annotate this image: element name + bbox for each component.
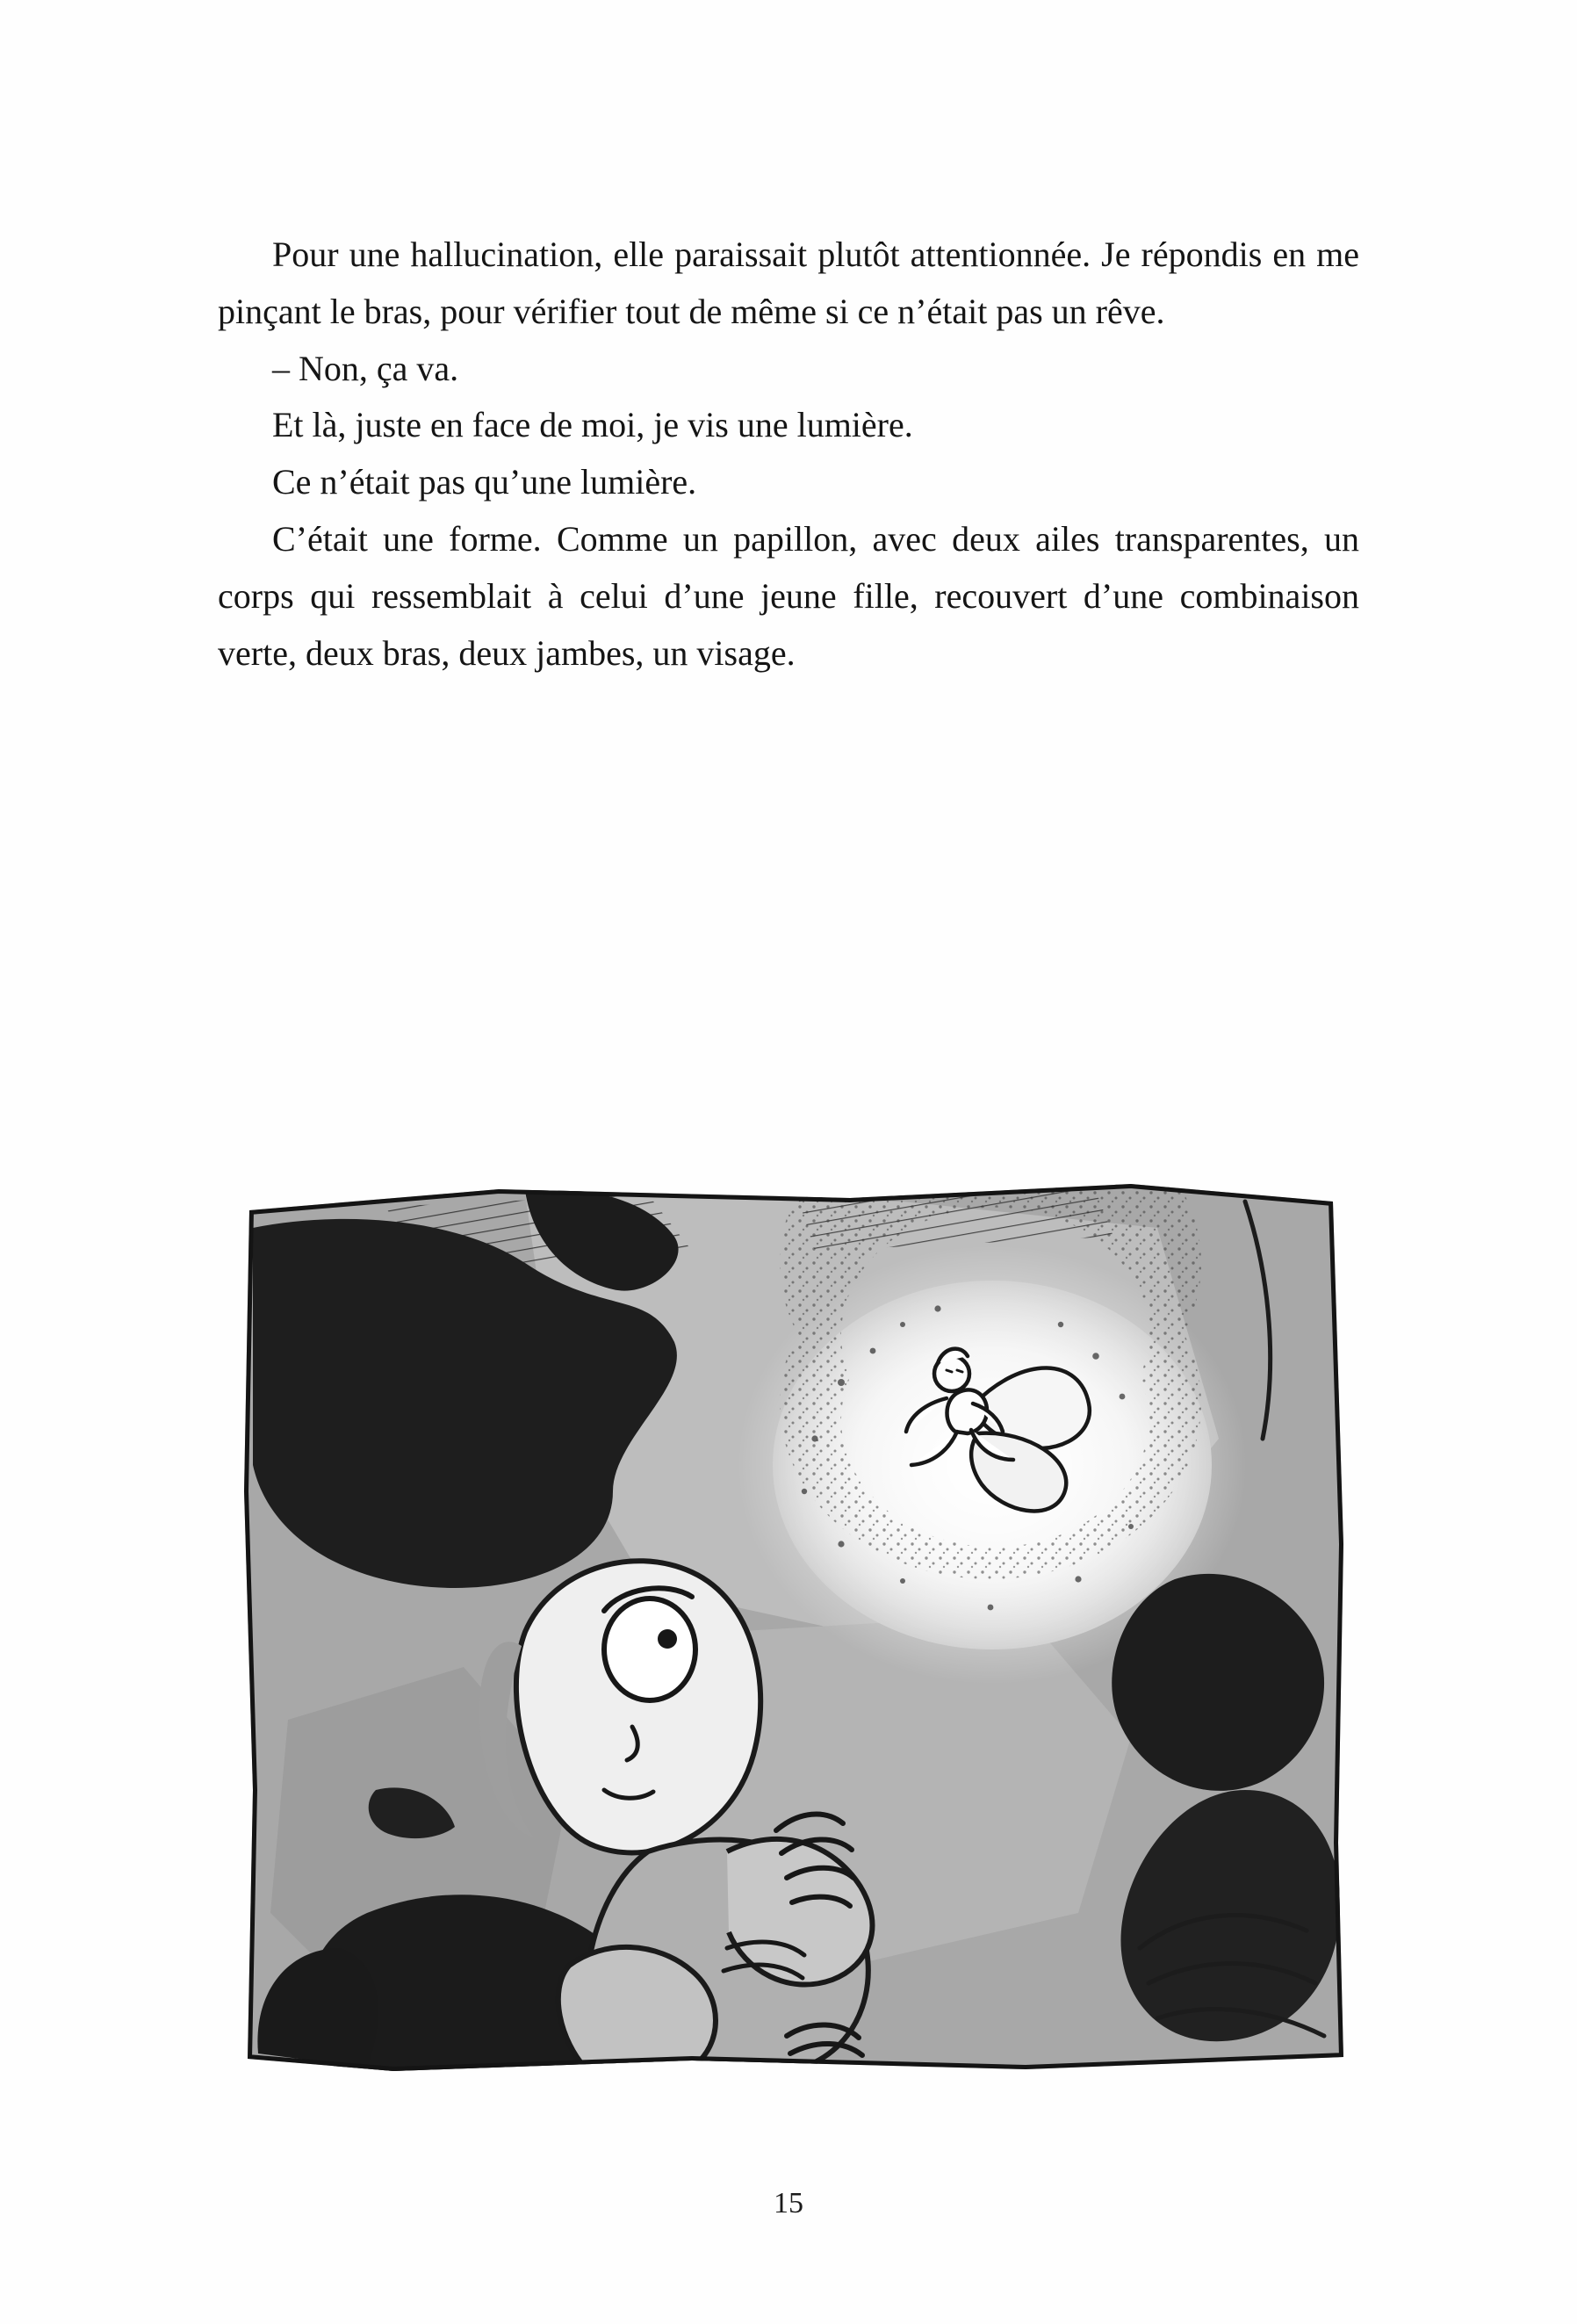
paragraph-1: Pour une hallucination, elle paraissait plutôt attentionnée. Je répondis en me pinçant le bras, pour vérifier tout de même si ce n’était pas un rêve. bbox=[218, 235, 1359, 331]
page-text-block bbox=[218, 227, 1359, 682]
page-number: 15 bbox=[774, 2187, 803, 2219]
paragraph-4: Ce n’était pas qu’une lumière. bbox=[272, 462, 697, 502]
paragraph-2-dialogue: – Non, ça va. bbox=[272, 348, 459, 388]
paragraph-3: Et là, juste en face de moi, je vis une lumière. bbox=[272, 405, 913, 445]
cave-scene-svg bbox=[235, 1175, 1352, 2080]
paragraph-5: C’était une forme. Comme un papillon, avec deux ailes transparentes, un corps qui ressemblait à celui d’une jeune fille, recouvert d’une combinaison verte, deux bras, deux jambes, un visage. bbox=[218, 518, 1359, 673]
illustration-frame bbox=[235, 1175, 1352, 2080]
illustration bbox=[235, 1175, 1352, 2080]
